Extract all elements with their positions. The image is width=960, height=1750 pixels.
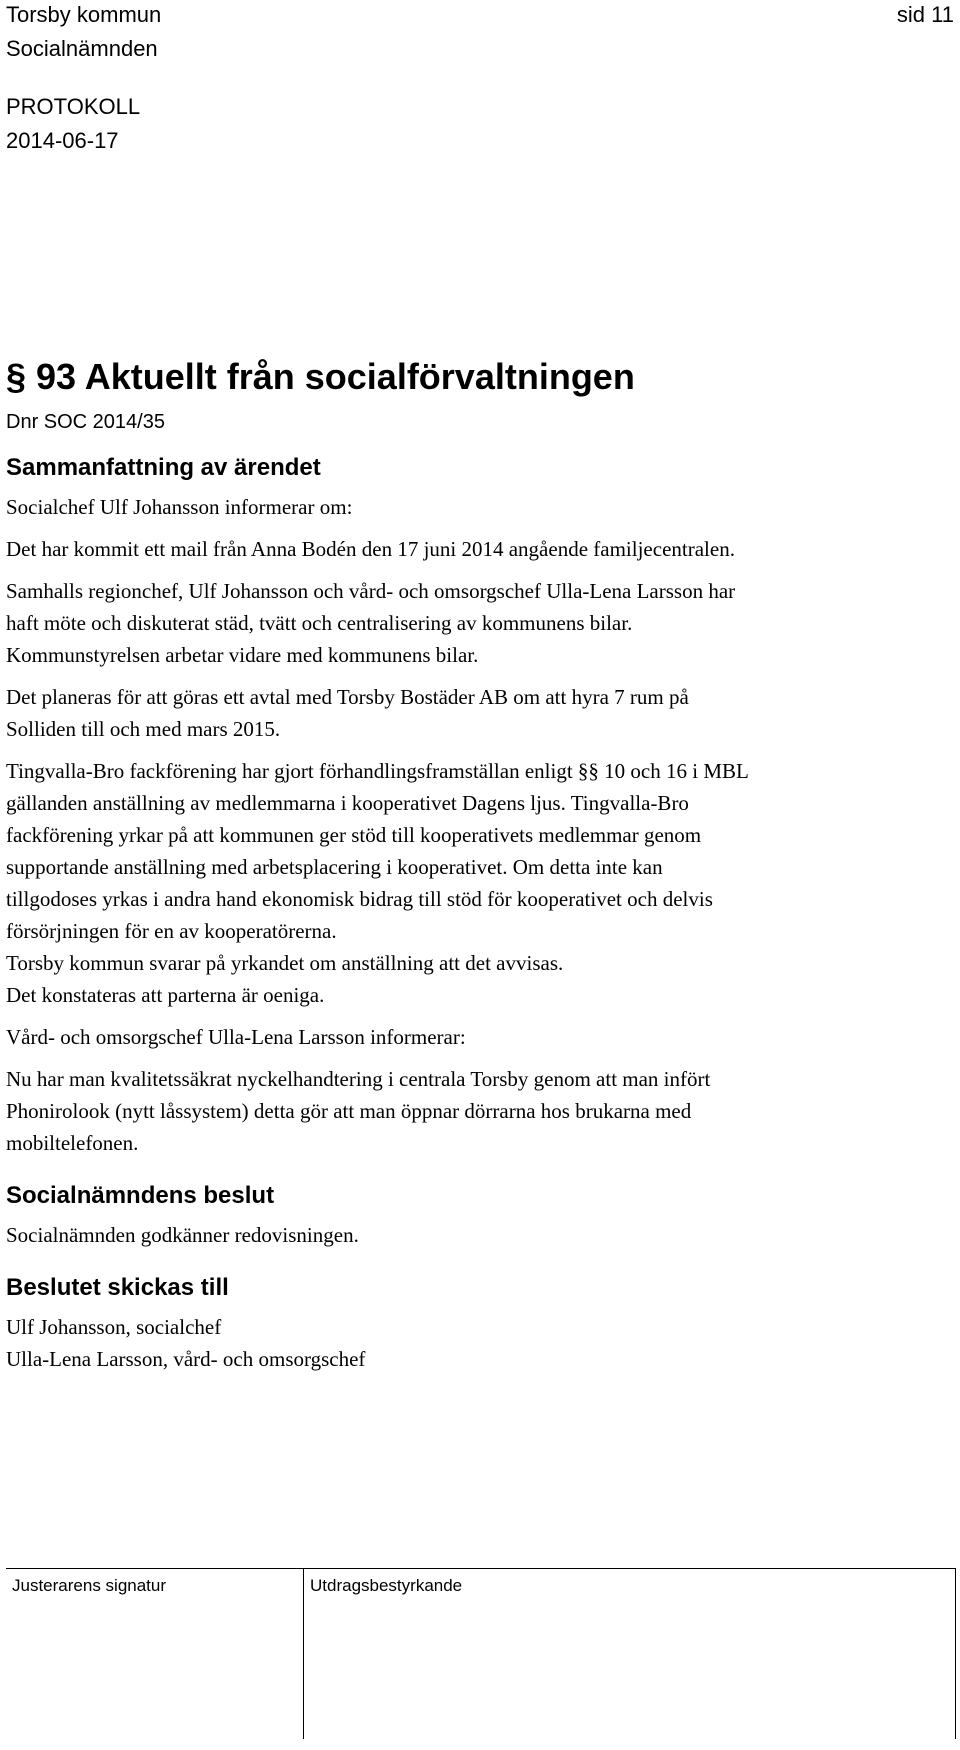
document-body <box>6 355 951 1375</box>
signature-footer <box>6 1568 956 1739</box>
summary-paragraph-1: Det har kommit ett mail från Anna Bodén den 17 juni 2014 angående familjecentralen. <box>6 537 735 561</box>
page-number: sid 11 <box>896 2 954 27</box>
summary-paragraph-4 <box>6 755 951 1011</box>
distribution-heading: Beslutet skickas till <box>6 1274 229 1301</box>
decision-text: Socialnämnden godkänner redovisningen. <box>6 1223 359 1247</box>
municipality-name: Torsby kommun <box>6 2 162 27</box>
signature-cell: Justerarens signatur <box>6 1569 304 1739</box>
recipient-item: Ulf Johansson, socialchef <box>6 1315 222 1339</box>
paragraph-line: supportande anställning med arbetsplacering i kooperativet. Om detta inte kan <box>6 855 663 879</box>
summary-paragraph-5 <box>6 1063 951 1159</box>
document-date: 2014-06-17 <box>6 128 119 153</box>
paragraph-line: mobiltelefonen. <box>6 1131 139 1155</box>
distribution-list <box>6 1311 951 1375</box>
recipient-item: Ulla-Lena Larsson, vård- och omsorgschef <box>6 1347 366 1371</box>
certification-cell: Utdragsbestyrkande <box>304 1569 956 1739</box>
document-header <box>6 2 161 70</box>
paragraph-line: Det konstateras att parterna är oeniga. <box>6 983 325 1007</box>
summary-intro: Socialchef Ulf Johansson informerar om: <box>6 495 353 519</box>
paragraph-line: Kommunstyrelsen arbetar vidare med kommunens bilar. <box>6 643 479 667</box>
case-number: Dnr SOC 2014/35 <box>6 411 165 433</box>
document-type: PROTOKOLL <box>6 94 141 119</box>
paragraph-line: Solliden till och med mars 2015. <box>6 717 281 741</box>
committee-name: Socialnämnden <box>6 36 158 61</box>
paragraph-line: Tingvalla-Bro fackförening har gjort förhandlingsframställan enligt §§ 10 och 16 i MBL <box>6 759 749 783</box>
paragraph-line: fackförening yrkar på att kommunen ger stöd till kooperativets medlemmar genom <box>6 823 702 847</box>
section-title: § 93 Aktuellt från socialförvaltningen <box>6 356 635 397</box>
summary-heading: Sammanfattning av ärendet <box>6 454 321 481</box>
paragraph-line: Det planeras för att göras ett avtal med Torsby Bostäder AB om att hyra 7 rum på <box>6 685 689 709</box>
decision-heading: Socialnämndens beslut <box>6 1182 275 1209</box>
spacer <box>6 1261 951 1273</box>
summary-paragraph-2 <box>6 575 951 671</box>
summary-paragraph-3 <box>6 681 951 745</box>
paragraph-line: Torsby kommun svarar på yrkandet om anställning att det avvisas. <box>6 951 564 975</box>
spacer <box>6 1169 951 1181</box>
paragraph-line: Phonirolook (nytt låssystem) detta gör att man öppnar dörrarna hos brukarna med <box>6 1099 692 1123</box>
paragraph-line: haft möte och diskuterat städ, tvätt och centralisering av kommunens bilar. <box>6 611 633 635</box>
paragraph-line: tillgodoses yrkas i andra hand ekonomisk bidrag till stöd för kooperativet och delvis <box>6 887 713 911</box>
paragraph-line: gällanden anställning av medlemmarna i kooperativet Dagens ljus. Tingvalla-Bro <box>6 791 689 815</box>
paragraph-line: Samhalls regionchef, Ulf Johansson och vård- och omsorgschef Ulla-Lena Larsson har <box>6 579 736 603</box>
paragraph-line: Nu har man kvalitetssäkrat nyckelhandtering i centrala Torsby genom att man infört <box>6 1067 711 1091</box>
protocol-info <box>6 90 140 158</box>
paragraph-line: försörjningen för en av kooperatörerna. <box>6 919 337 943</box>
care-chief-intro: Vård- och omsorgschef Ulla-Lena Larsson informerar: <box>6 1025 466 1049</box>
